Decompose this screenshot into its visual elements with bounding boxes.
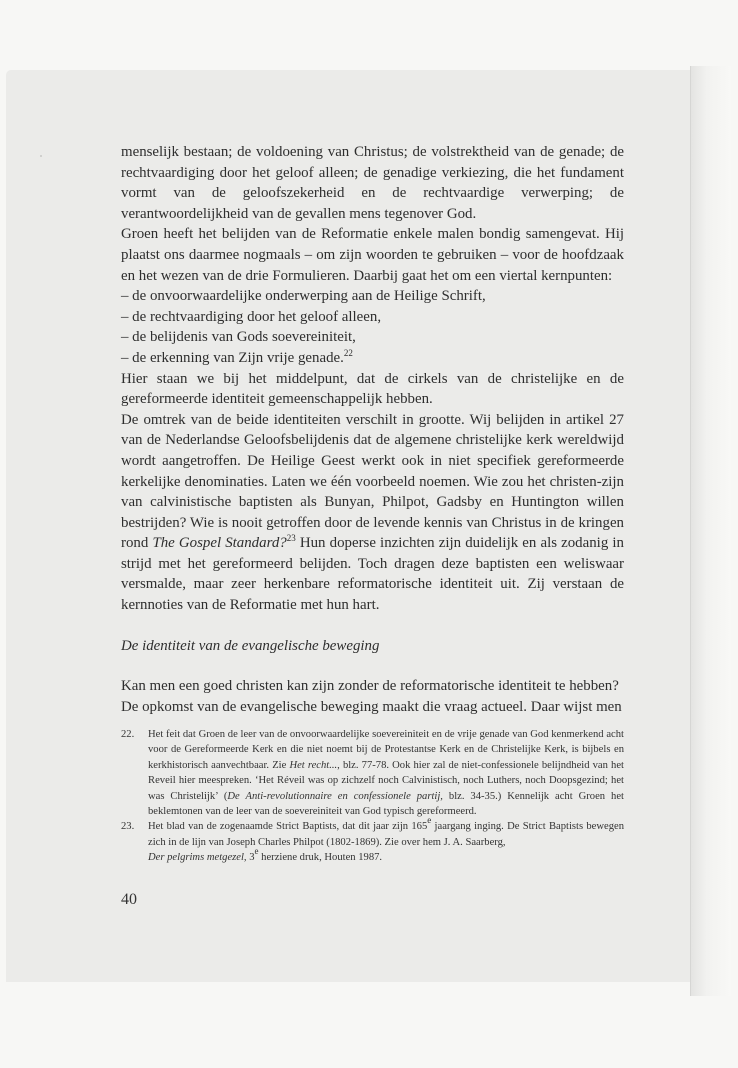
footnote-text: , blz. 77-78. Ook hier zal de niet-confessionele belijndheid van het Reveil hier meespreken. ‘Het Réveil was op zichzelf noch Calvinistisch, noch Luthers, noch Doopsgezind; het was Christelijk’ ( — [148, 759, 624, 802]
paragraph-2: Groen heeft het belijden van de Reformatie enkele malen bondig samengevat. Hij plaatst ons daarmee nogmaals – om zijn woorden te gebruiken – voor de hoofdzaak en het wezen van de drie Formulieren. Daarbij gaat het om een viertal kernpunten: — [121, 226, 624, 284]
body-text — [121, 142, 624, 717]
footnote-italic: Der pelgrims metgezel, — [148, 852, 247, 864]
footnote-text: blz. 34-35.) Kennelijk acht Groen het beklemtonen van de leer van de soevereiniteit van God typisch gereformeerd. — [148, 790, 624, 818]
footnote-number: 22. — [121, 729, 135, 740]
omtrek-text-1: De omtrek van de beide identiteiten verschilt in grootte. Wij belijden in artikel 27 van de Nederlandse Geloofsbelijdenis dat de algemene christelijke kerk wereldwijd wordt aangetroffen. De Heilige Geest werkt ook in niet specifiek gereformeerde kerkelijke denominaties. Laten we één voorbeeld noemen. Wie zou het christen-zijn van calvinistische baptisten als Bunyan, Philpot, Gadsby en Huntington willen bestrijden? Wie is nooit getroffen door de levende kennis van Christus in de kringen rond — [121, 411, 624, 552]
paragraph-evangelisch — [121, 676, 624, 717]
superscript: e — [254, 846, 259, 857]
footnote-number: 23. — [121, 821, 135, 833]
kernpunten-list — [121, 286, 624, 368]
page-number: 40 — [121, 891, 137, 908]
footnote-22 — [121, 727, 624, 819]
superscript: e — [427, 815, 432, 826]
footnote-text: Het blad van de zogenaamde Strict Baptists, dat dit jaar zijn 165 — [148, 821, 428, 833]
list-item: – de belijdenis van Gods soevereiniteit, — [121, 329, 356, 346]
page-edge-shadow — [690, 66, 731, 996]
paragraph-omtrek — [121, 410, 624, 616]
footnote-text: jaargang inging. De Strict Baptists bewegen zich in de lijn van Joseph Charles Philpot (1802-1869). Zie over hem J. A. Saarberg, — [148, 821, 625, 848]
list-item: – de rechtvaardiging door het geloof alleen, — [121, 308, 382, 325]
paragraph-1: menselijk bestaan; de voldoening van Christus; de volstrektheid van de genade; de rechtvaardiging door het geloof alleen; de genadige verkiezing, die het fundament vormt van de geloofszekerheid en de rechtvaardige verwerping; de verantwoordelijkheid van de gevallen mens tegenover God. — [121, 144, 624, 222]
gospel-standard-title: The Gospel Standard — [152, 535, 280, 552]
footnote-italic: De Anti-revolutionnaire en confessionele partij, — [227, 790, 443, 802]
footnote-text: Het feit dat Groen de leer van de onvoorwaardelijke soevereiniteit en de vrije genade van God kenmerkend acht voor de Gereformeerde Kerk en die niet noemt bij de Protestantse Kerk en de Christelijke Kerk, is bijbels en kerkhistorisch aanvechtbaar. Zie — [148, 729, 624, 771]
text-line: De opkomst van de evangelische beweging maakt die vraag actueel. Daar wijst men — [121, 698, 622, 715]
footnote-23 — [121, 815, 625, 865]
list-item-text: – de erkenning van Zijn vrije genade. — [121, 349, 344, 366]
omtrek-text-2: Hun doperse inzichten zijn duidelijk en als zodanig in strijd met het gereformeerd belijden. Toch dragen deze baptisten een weliswaar versmalde, maar zeer herkenbare reformatorische identiteit uit. Zij verstaan de kernnoties van de Reformatie met hun hart. — [121, 535, 624, 614]
list-item — [121, 348, 624, 369]
footnote-italic: Het recht... — [289, 759, 338, 771]
footnote-text: herziene druk, Houten 1987. — [258, 852, 383, 864]
list-item: – de onvoorwaardelijke onderwerping aan de Heilige Schrift, — [121, 288, 486, 305]
paragraph-middelpunt: Hier staan we bij het middelpunt, dat de cirkels van de christelijke en de gereformeerde identiteit gemeenschappelijk hebben. — [121, 370, 624, 408]
footnote-text: 3 — [246, 852, 255, 864]
footnote-ref-22[interactable]: 22 — [343, 347, 353, 358]
scan-speck — [40, 155, 42, 157]
footnote-ref-23[interactable]: 23 — [286, 533, 296, 544]
footnotes — [121, 727, 624, 866]
title-punctuation: ? — [279, 535, 287, 552]
section-heading: De identiteit van de evangelische beweging — [121, 637, 380, 654]
text-line: Kan men een goed christen kan zijn zonder de reformatorische identiteit te hebben? — [121, 678, 619, 695]
